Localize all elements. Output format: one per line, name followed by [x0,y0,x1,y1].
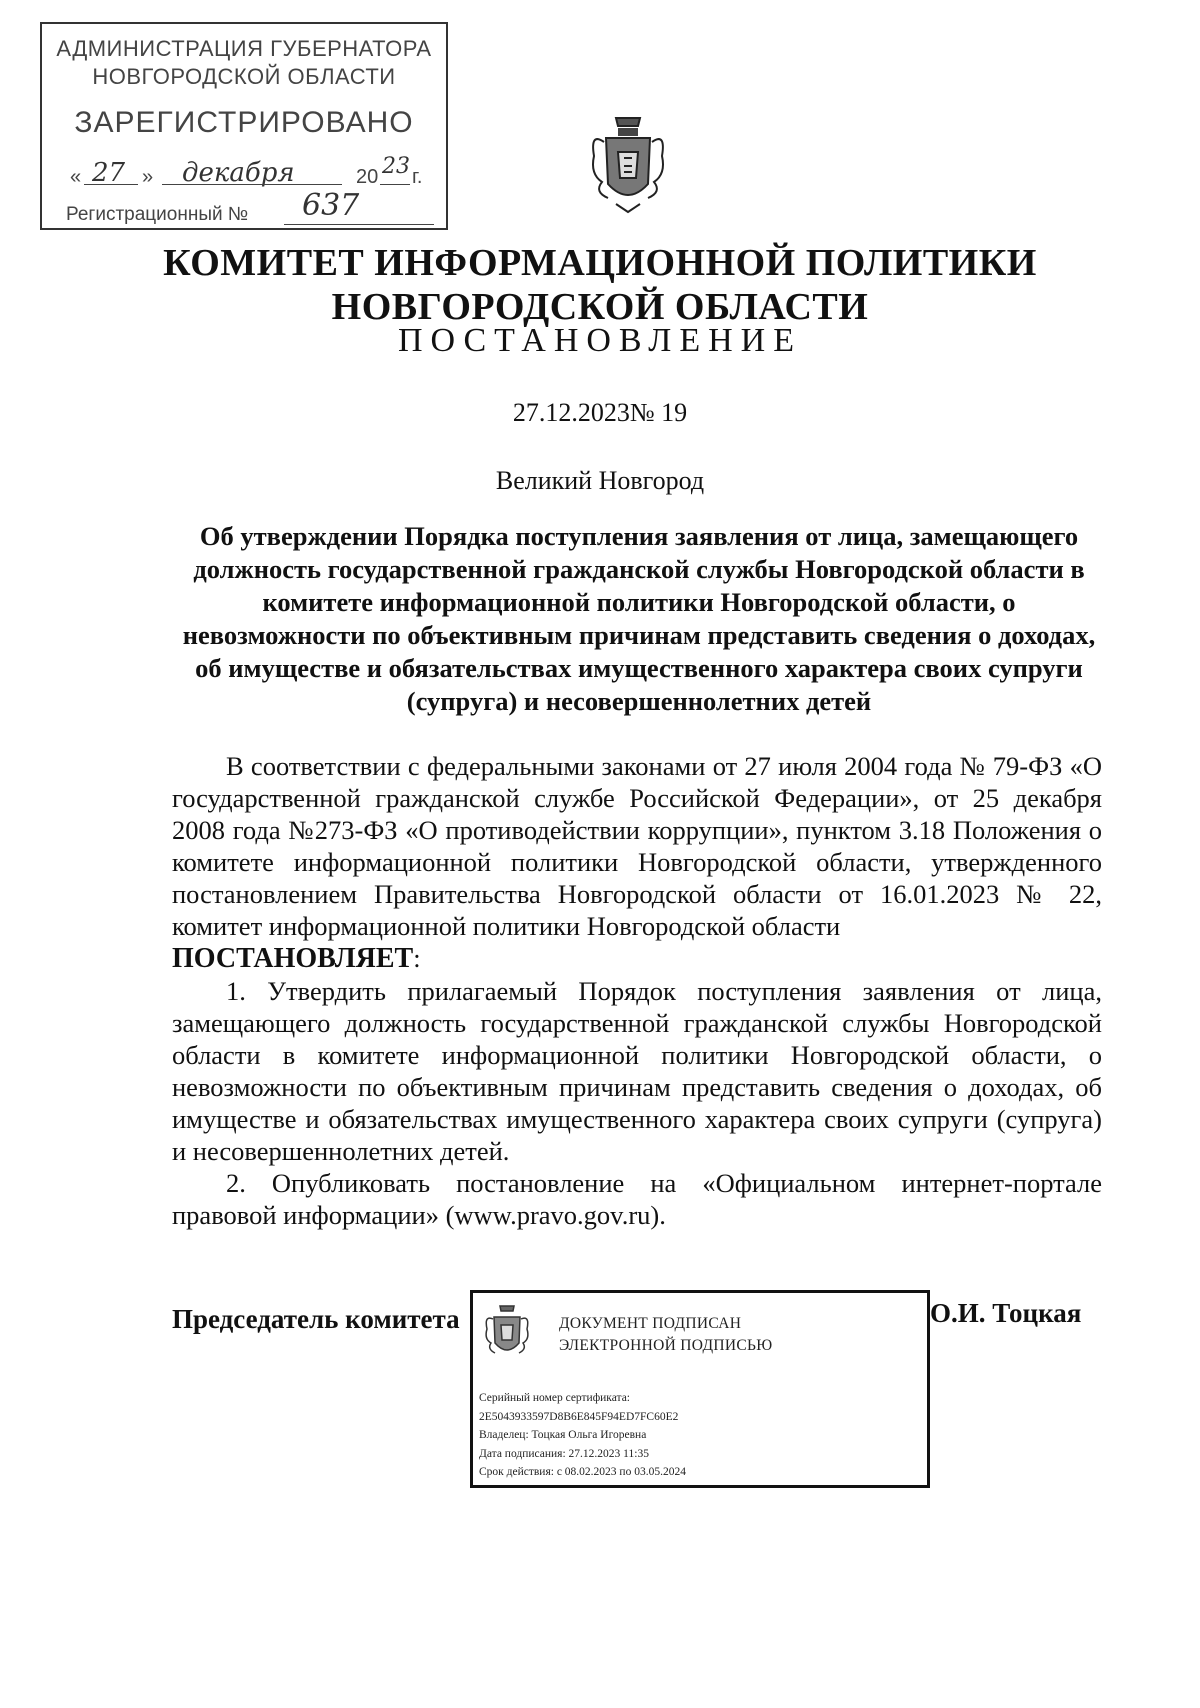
stamp-month-underline [162,184,342,185]
stamp-date-year-prefix: 20 [356,166,379,188]
esig-title [559,1313,772,1357]
stamp-date-open-quote: « [70,166,82,188]
esig-validity: Срок действия: с 08.02.2023 по 03.05.2024 [479,1466,686,1478]
document-type: ПОСТАНОВЛЕНИЕ [397,322,803,359]
decree-word: ПОСТАНОВЛЯЕТ [172,943,414,974]
stamp-year-underline [380,184,410,185]
decree-colon: : [413,943,421,973]
stamp-reg-number: 637 [302,188,360,223]
stamp-org-line1: АДМИНИСТРАЦИЯ ГУБЕРНАТОРА [56,36,432,61]
esig-details [479,1389,686,1482]
stamp-date-underline [84,184,138,185]
stamp-reg-label: Регистрационный № [66,204,249,225]
stamp-date [70,154,440,196]
stamp-org-line2: НОВГОРОДСКОЙ ОБЛАСТИ [92,64,396,89]
esig-serial-label: Серийный номер сертификата: [479,1392,630,1404]
stamp-date-month: декабря [182,158,295,188]
signatory-name: О.И. Тоцкая [930,1298,1082,1328]
esig-title-line1: ДОКУМЕНТ ПОДПИСАН [559,1315,742,1332]
coat-of-arms-icon [483,1303,531,1361]
signatory-title: Председатель комитета [172,1304,460,1334]
org-title-line2: НОВГОРОДСКОЙ ОБЛАСТИ [331,286,869,328]
stamp-reg-underline [284,224,434,225]
stamp-date-year-suffix: 23 [382,154,410,179]
esig-signed-date: Дата подписания: 27.12.2023 11:35 [479,1447,649,1460]
stamp-reg-row [66,188,446,226]
coat-of-arms-icon [588,112,668,216]
decree-line [172,942,1102,975]
org-title-line1: КОМИТЕТ ИНФОРМАЦИОННОЙ ПОЛИТИКИ [163,242,1037,284]
registration-stamp [40,22,448,230]
esig-serial: 2E5043933597D8B6E845F94ED7FC60E2 [479,1410,679,1423]
document-city: Великий Новгород [495,466,705,495]
esig-owner: Владелец: Тоцкая Ольга Игоревна [479,1429,647,1441]
esig-title-line2: ЭЛЕКТРОННОЙ ПОДПИСЬЮ [559,1337,773,1354]
preamble-paragraph: В соответствии с федеральными законами от 27 июля 2004 года № 79-ФЗ «О государственной гражданской службе Российской Федерации», от 25 декабря 2008 года №273-ФЗ «О противодействии коррупции», пунктом 3.18 Положения о комитете информационной политики Новгородской области, утвержденного постановлением Правительства Новгородской области от 16.01.2023 № 22, комитет информационной политики Новгородской области [172,751,1102,941]
stamp-status: ЗАРЕГИСТРИРОВАНО [74,106,414,139]
document-body [172,750,1102,1231]
stamp-date-close-quote: » [142,166,154,188]
stamp-date-year-unit: г. [412,166,423,188]
document-date-number: 27.12.2023№ 19 [512,398,688,427]
electronic-signature-stamp [470,1290,930,1488]
item-1-paragraph: 1. Утвердить прилагаемый Порядок поступления заявления от лица, замещающего должность государственной гражданской службы Новгородской области в комитете информационной политики Новгородской области, о невозможности по объективным причинам представить сведения о доходах, об имуществе и обязательствах имущественного характера своих супруги (супруга) и несовершеннолетних детей. [172,976,1102,1166]
stamp-date-day: 27 [92,158,126,188]
document-heading: Об утверждении Порядка поступления заявления от лица, замещающего должность государственной гражданской службы Новгородской области в комитете информационной политики Новгородской области, о невозможности по объективным причинам представить сведения о доходах, об имуществе и обязательствах имущественного характера своих супруги (супруга) и несовершеннолетних детей [182,521,1096,716]
item-2-paragraph: 2. Опубликовать постановление на «Официальном интернет-портале правовой информации» (www.pravo.gov.ru). [172,1168,1102,1230]
